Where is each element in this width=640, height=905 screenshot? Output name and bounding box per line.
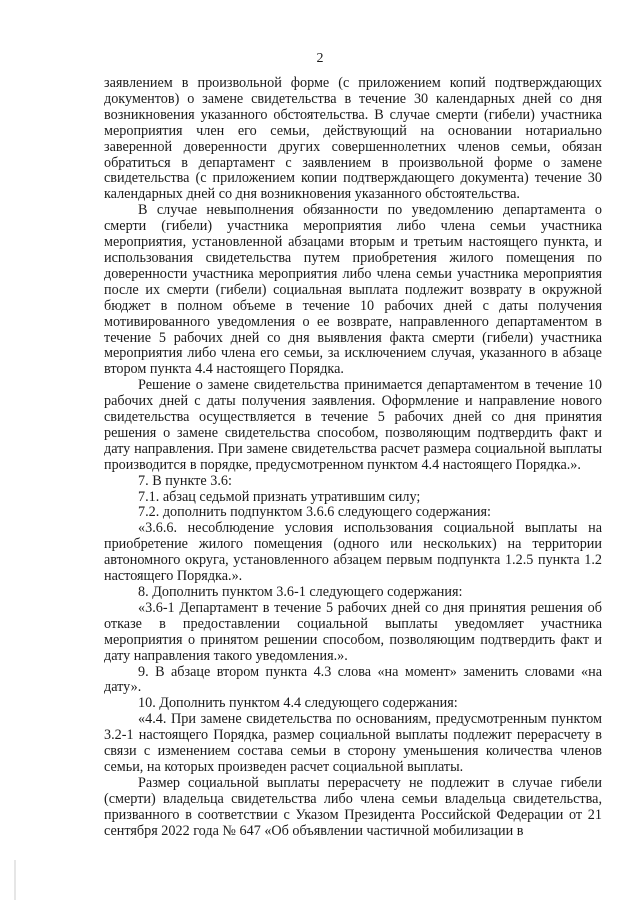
paragraph-continuation: заявлением в произвольной форме (с приложением копий подтверждающих документов) о замене свидетельства в течение 30 календарных дней со дня возникновения указанного обстоятельства. В случае смерти (гибели) участника мероприятия член его семьи, действующий на основании нотариально заверенной доверенности других совершеннолетних членов семьи, обязан обратиться в департамент с заявлением в произвольной форме о замене свидетельства (с приложением копии подтверждающего документа) течение 30 календарных дней со дня возникновения указанного обстоятельства. (104, 75, 602, 203)
paragraph-replacement-decision: Решение о замене свидетельства принимается департаментом в течение 10 рабочих дней с даты получения заявления. Оформление и направление нового свидетельства осуществляется в течение 5 рабочих дней со дня принятия решения о замене свидетельства способом, позволяющим подтвердить факт и дату направления. При замене свидетельства расчет размера социальной выплаты производится в порядке, предусмотренном пунктом 4.4 настоящего Порядка.». (104, 377, 602, 473)
paragraph-item-3-6-1: «3.6-1 Департамент в течение 5 рабочих дней со дня принятия решения об отказе в предоставлении социальной выплаты уведомляет участника мероприятия о принятом решении способом, позволяющим подтвердить факт и дату направления такого уведомления.». (104, 599, 602, 664)
paragraph-item-4-4: «4.4. При замене свидетельства по основаниям, предусмотренным пунктом 3.2-1 настоящего Порядка, размер социальной выплаты подлежит перерасчету в связи с изменением состава семьи в сторону уменьшения количества членов семьи, на которых произведен расчет социальной выплаты. (104, 711, 602, 775)
paragraph-item-7: 7. В пункте 3.6: (138, 472, 232, 489)
paragraph-item-7-2: 7.2. дополнить подпунктом 3.6.6 следующего содержания: (138, 504, 491, 521)
paragraph-item-10: 10. Дополнить пунктом 4.4 следующего содержания: (138, 695, 458, 712)
paragraph-failure-to-notify: В случае невыполнения обязанности по уведомлению департамента о смерти (гибели) участника мероприятия либо члена семьи участника мероприятия, установленной абзацами вторым и третьим настоящего пункта, и использования свидетельства путем приобретения жилого помещения по доверенности участника мероприятия либо члена семьи участника мероприятия после их смерти (гибели) социальная выплата подлежит возврату в окружной бюджет в полном объеме в течение 10 рабочих дней с даты получения мотивированного уведомления о ее возврате, направленного департаментом в течение 5 рабочих дней со дня выявления факта смерти (гибели) участника мероприятия либо члена его семьи, за исключением случая, указанного в абзаце втором пункта 4.4 настоящего Порядка. (104, 202, 602, 378)
paragraph-recalculation-exception: Размер социальной выплаты перерасчету не подлежит в случае гибели (смерти) владельца свидетельства либо члена семьи владельца свидетельства, призванного в соответствии с Указом Президента Российской Федерации от 21 сентября 2022 года № 647 «Об объявлении частичной мобилизации в (104, 774, 602, 839)
scan-edge-mark (14, 860, 16, 900)
paragraph-item-8: 8. Дополнить пунктом 3.6-1 следующего содержания: (138, 584, 463, 600)
paragraph-item-7-1: 7.1. абзац седьмой признать утратившим силу; (138, 488, 421, 505)
document-body (104, 76, 602, 840)
paragraph-item-9: 9. В абзаце втором пункта 4.3 слова «на момент» заменить словами «на дату». (104, 663, 602, 696)
page-number: 2 (316, 51, 324, 66)
paragraph-subitem-3-6-6: «3.6.6. несоблюдение условия использования социальной выплаты на приобретение жилого помещения (одного или нескольких) на территории автономного округа, установленного абзацем первым подпункта 1.2.5 пункта 1.2 настоящего Порядка.». (104, 520, 602, 585)
